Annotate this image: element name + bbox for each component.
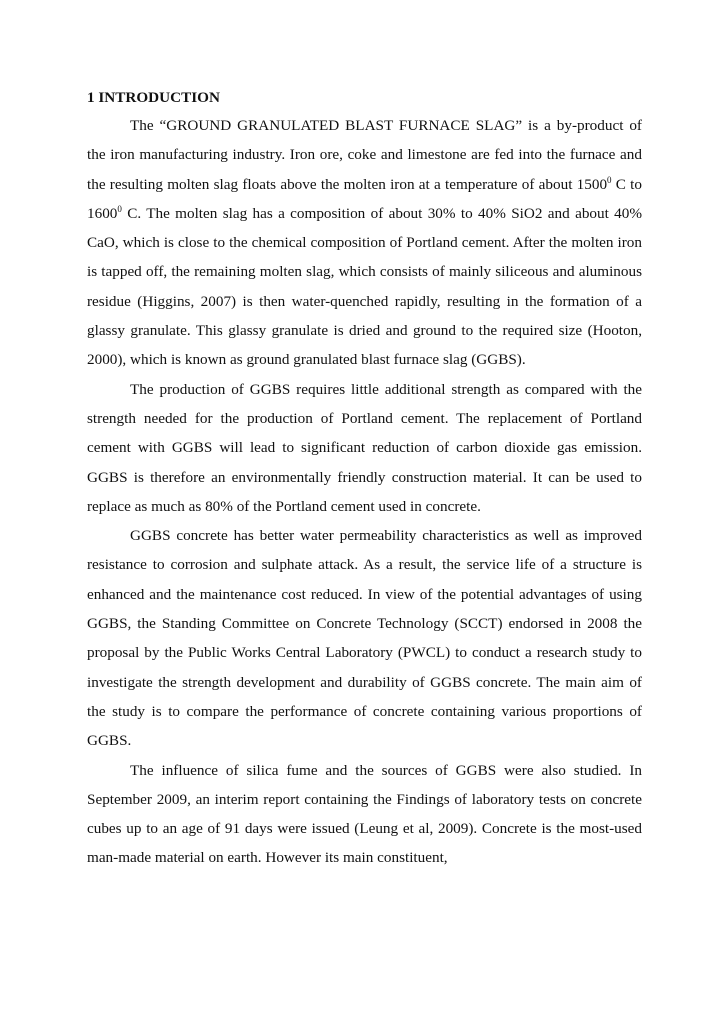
paragraph-4: The influence of silica fume and the sources of GGBS were also studied. In September 2009, an interim report containing the Findings of laboratory tests on concrete cubes up to an age of 91 days were issued (Leung et al, 2009). Concrete is the most-used man-made material on earth. However its main constituent, bbox=[87, 761, 642, 867]
document-body bbox=[87, 88, 642, 873]
degree-superscript-1: 0 bbox=[607, 174, 612, 185]
paragraph-1-text-a: The “GROUND GRANULATED BLAST FURNACE SLAG” is a by-product of the iron manufacturing industry. Iron ore, coke and limestone are fed into the furnace and the resulting molten slag floats above the molten iron at a temperature of about 1500 bbox=[87, 117, 642, 193]
degree-superscript-2: 0 bbox=[117, 203, 122, 214]
paragraph-1-text-b: C to 1600 bbox=[87, 175, 642, 222]
section-heading: 1 INTRODUCTION bbox=[87, 89, 220, 106]
paragraph-3: GGBS concrete has better water permeability characteristics as well as improved resistance to corrosion and sulphate attack. As a result, the service life of a structure is enhanced and the maintenance cost reduced. In view of the potential advantages of using GGBS, the Standing Committee on Concrete Technology (SCCT) endorsed in 2008 the proposal by the Public Works Central Laboratory (PWCL) to conduct a research study to investigate the strength development and durability of GGBS concrete. The main aim of the study is to compare the performance of concrete containing various proportions of GGBS. bbox=[87, 527, 642, 750]
paragraph-2: The production of GGBS requires little additional strength as compared with the strength needed for the production of Portland cement. The replacement of Portland cement with GGBS will lead to significant reduction of carbon dioxide gas emission. GGBS is therefore an environmentally friendly construction material. It can be used to replace as much as 80% of the Portland cement used in concrete. bbox=[87, 380, 642, 515]
paragraph-1-text-c: C. The molten slag has a composition of about 30% to 40% SiO2 and about 40% CaO, which is close to the chemical composition of Portland cement. After the molten iron is tapped off, the remaining molten slag, which consists of mainly siliceous and aluminous residue (Higgins, 2007) is then water-quenched rapidly, resulting in the formation of a glassy granulate. This glassy granulate is dried and ground to the required size (Hooton, 2000), which is known as ground granulated blast furnace slag (GGBS). bbox=[87, 204, 642, 369]
paragraph-1 bbox=[87, 111, 642, 375]
